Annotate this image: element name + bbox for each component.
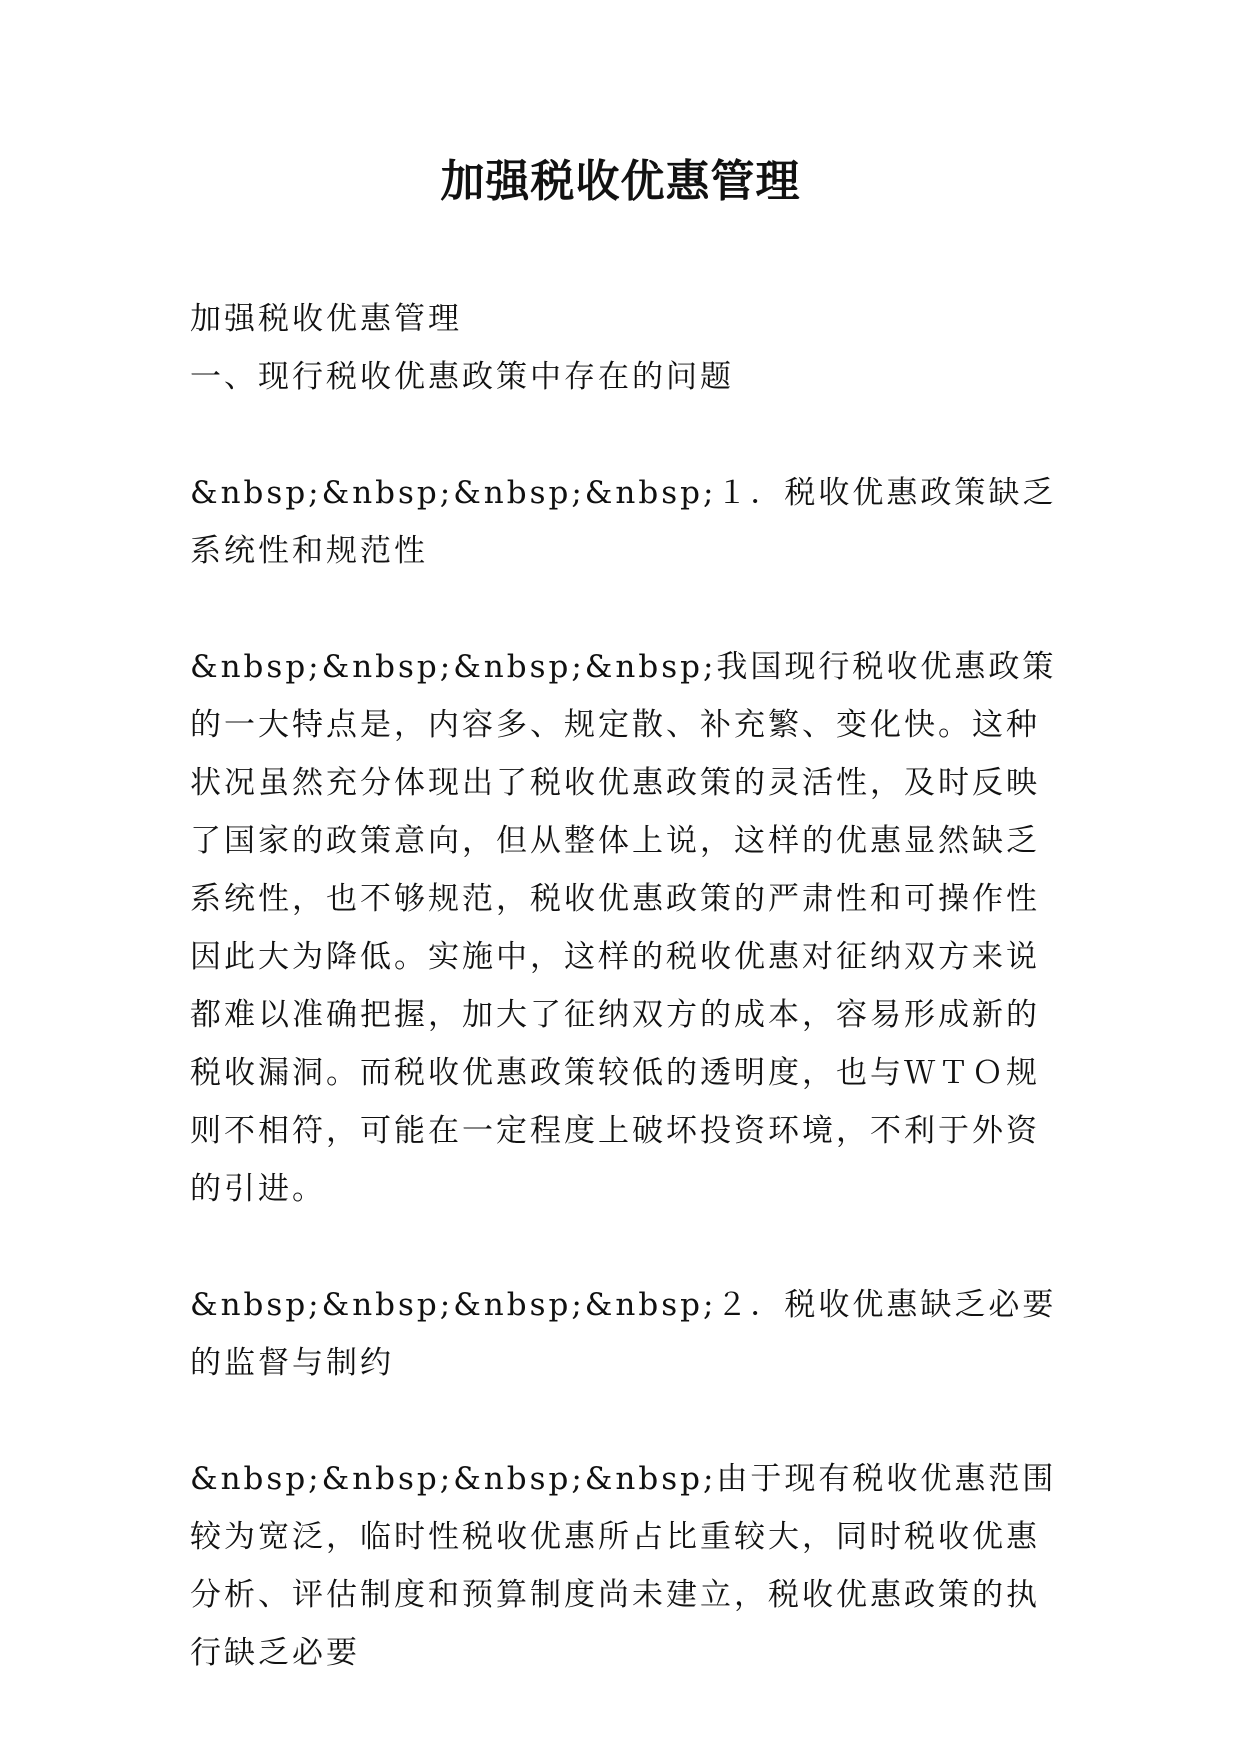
body-paragraph-1: &nbsp;&nbsp;&nbsp;&nbsp;我国现行税收优惠政策的一大特点是，内容多、规定散、补充繁、变化快。这种状况虽然充分体现出了税收优惠政策的灵活性，及时反映了国家的政策意向，但从整体上说，这样的优惠显然缺乏系统性，也不够规范，税收优惠政策的严肃性和可操作性因此大为降低。实施中，这样的税收优惠对征纳双方来说都难以准确把握，加大了征纳双方的成本，容易形成新的税收漏洞。而税收优惠政策较低的透明度，也与ＷＴＯ规则不相符，可能在一定程度上破坏投资环境，不利于外资的引进。 (190, 649, 1057, 1207)
body-heading: 加强税收优惠管理 (190, 301, 462, 337)
subsection-heading-2: &nbsp;&nbsp;&nbsp;&nbsp;２．税收优惠缺乏必要的监督与制约 (190, 1287, 1057, 1381)
body-paragraph-2: &nbsp;&nbsp;&nbsp;&nbsp;由于现有税收优惠范围较为宽泛，临时性税收优惠所占比重较大，同时税收优惠分析、评估制度和预算制度尚未建立，税收优惠政策的执行缺乏必要 (190, 1461, 1057, 1671)
section-heading: 一、现行税收优惠政策中存在的问题 (190, 359, 734, 395)
document-body (190, 290, 1070, 1682)
document-title: 加强税收优惠管理 (440, 156, 801, 207)
subsection-heading-1: &nbsp;&nbsp;&nbsp;&nbsp;１．税收优惠政策缺乏系统性和规范性 (190, 475, 1057, 569)
